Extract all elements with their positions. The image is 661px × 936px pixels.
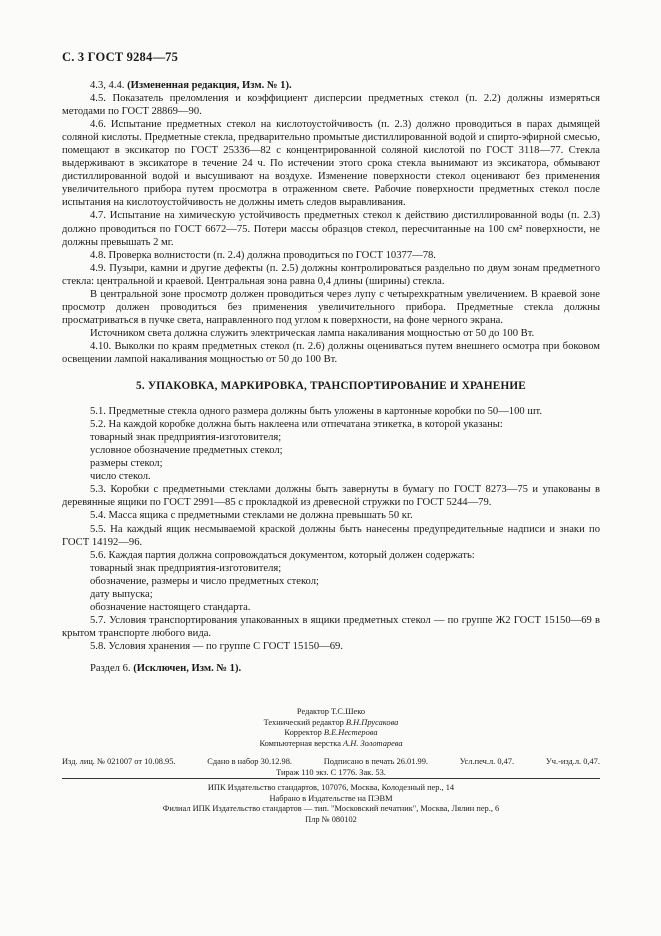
- paragraph-5-4: 5.4. Масса ящика с предметными стеклами не должна превышать 50 кг.: [90, 510, 413, 522]
- paragraph-5-1: 5.1. Предметные стекла одного размера должны быть уложены в картонные коробки по 50—100 шт.: [90, 406, 542, 418]
- list-item: дату выпуска;: [90, 588, 153, 600]
- print-run: Тираж 110 экз. С 1776. Зак. 53.: [276, 767, 386, 777]
- credit-proofreader: Корректор В.Е.Нестерова: [284, 728, 378, 738]
- list-item: товарный знак предприятия-изготовителя;: [90, 432, 282, 444]
- paragraph-5-7: 5.7. Условия транспортирования упакованных в ящики предметных стекол — по группе Ж2 ГОСТ 15150—69 в крытом транспорте любого вида.: [62, 614, 600, 639]
- paragraph-4-9: 4.9. Пузыри, камни и другие дефекты (п. 2.5) должны контролироваться раздельно по двум зонам предметного стекла: центральной и краевой. Центральная зона равна 0,4 длины (ширины) стекла.: [62, 262, 600, 287]
- list-item: обозначение, размеры и число предметных стекол;: [90, 575, 319, 587]
- list-item: товарный знак предприятия-изготовителя;: [90, 562, 282, 574]
- footer-line: ИПК Издательство стандартов, 107076, Москва, Колодезный пер., 14: [207, 783, 455, 792]
- list-item: обозначение настоящего стандарта.: [90, 601, 251, 613]
- footer-line: Плр № 080102: [305, 814, 357, 824]
- credit-layout: Компьютерная верстка А.Н. Золотарева: [259, 738, 403, 748]
- paragraph-4-3: 4.3, 4.4. (Измененная редакция, Изм. № 1).: [90, 80, 292, 91]
- footer-line: Набрано в Издательстве на ПЭВМ: [269, 793, 393, 803]
- paragraph-5-2: 5.2. На каждой коробке должна быть наклеена или отпечатана этикетка, в которой указаны:: [90, 419, 503, 431]
- paragraph-5-3: 5.3. Коробки с предметными стеклами должны быть завернуты в бумагу по ГОСТ 8273—75 и упакованы в деревянные ящики по ГОСТ 2991—85 с прокладкой из древесной стружки по ГОСТ 5244—79.: [62, 484, 600, 509]
- credit-tech-editor: Технический редактор В.Н.Прусакова: [263, 717, 399, 727]
- paragraph-section-6: Раздел 6. (Исключен, Изм. № 1).: [90, 662, 242, 674]
- list-item: число стекол.: [90, 471, 151, 483]
- section-5-heading: 5. УПАКОВКА, МАРКИРОВКА, ТРАНСПОРТИРОВАНИЕ И ХРАНЕНИЕ: [136, 380, 526, 393]
- paragraph-4-6: 4.6. Испытание предметных стекол на кислотоустойчивость (п. 2.3) должно проводиться в парах дымящей соляной кислоты. Предметные стекла, предварительно промытые дистиллированной водой и спирто-эфирной смесью, помещают в эксикатор по ГОСТ 25336—82 с концентрированной соляной кислотой по ГОСТ 3118—77. Стекла выдерживают в эксикаторе в течение 24 ч. По истечении этого срока стекла вынимают из эксикатора, обмывают дистиллированной водой и высушивают на воздухе. Изменение поверхности стекол оценивают без применения увеличительного прибора путем просмотра в отраженном свете. Рабочие поверхности предметных стекол после испытания на кислотоустойчивость не должны иметь следов выравливания.: [62, 119, 600, 209]
- page-header: С. 3 ГОСТ 9284—75: [62, 50, 179, 64]
- paragraph-5-5: 5.5. На каждый ящик несмываемой краской должны быть нанесены предупредительные надписи и знаки по ГОСТ 14192—96.: [62, 523, 600, 548]
- footer-line: Филиал ИПК Издательство стандартов — тип. "Московский печатник", Москва, Лялин пер., 6: [162, 804, 500, 814]
- document-body: [62, 79, 600, 675]
- paragraph-5-6: 5.6. Каждая партия должна сопровождаться документом, который должен содержать:: [90, 549, 475, 561]
- paragraph-4-10: 4.10. Выколки по краям предметных стекол (п. 2.6) должны оцениваться путем внешнего осмотра при боковом освещении лампой накаливания мощностью от 50 до 100 Вт.: [62, 340, 600, 365]
- paragraph-5-8: 5.8. Условия хранения — по группе С ГОСТ 15150—69.: [90, 640, 343, 652]
- credits-block: [62, 707, 600, 779]
- imprint-line: Изд. лиц. № 021007 от 10.08.95. Сдано в набор 30.12.98. Подписано в печать 26.01.99. Усл.печ.л. 0,47. Уч.-изд.л. 0,47.: [62, 757, 600, 767]
- list-item: условное обозначение предметных стекол;: [90, 445, 283, 457]
- divider: [62, 778, 600, 779]
- paragraph-light-source: Источником света должна служить электрическая лампа накаливания мощностью от 50 до 100 Вт.: [90, 327, 535, 339]
- paragraph-4-5: 4.5. Показатель преломления и коэффициент дисперсии предметных стекол (п. 2.2) должны измеряться методами по ГОСТ 28869—90.: [62, 93, 600, 118]
- credit-editor: Редактор Т.С.Шеко: [296, 707, 366, 716]
- publisher-footer: [62, 783, 600, 825]
- paragraph-central-zone: В центральной зоне просмотр должен проводиться через лупу с четырехкратным увеличением. В краевой зоне просмотр должен проводиться без применения увеличительного прибора. Предметные стекла должны просматриваться в пучке света, направленного под углом к поверхности, на фоне черного экрана.: [62, 288, 600, 326]
- paragraph-4-8: 4.8. Проверка волнистости (п. 2.4) должна проводиться по ГОСТ 10377—78.: [90, 249, 436, 261]
- paragraph-4-7: 4.7. Испытание на химическую устойчивость предметных стекол к действию дистиллированной воды (п. 2.3) должно проводиться по ГОСТ 6672—75. Потери массы образцов стекол, пересчитанные на 100 см² поверхности, не должны превышать 2 мг.: [62, 210, 600, 248]
- list-item: размеры стекол;: [90, 458, 163, 470]
